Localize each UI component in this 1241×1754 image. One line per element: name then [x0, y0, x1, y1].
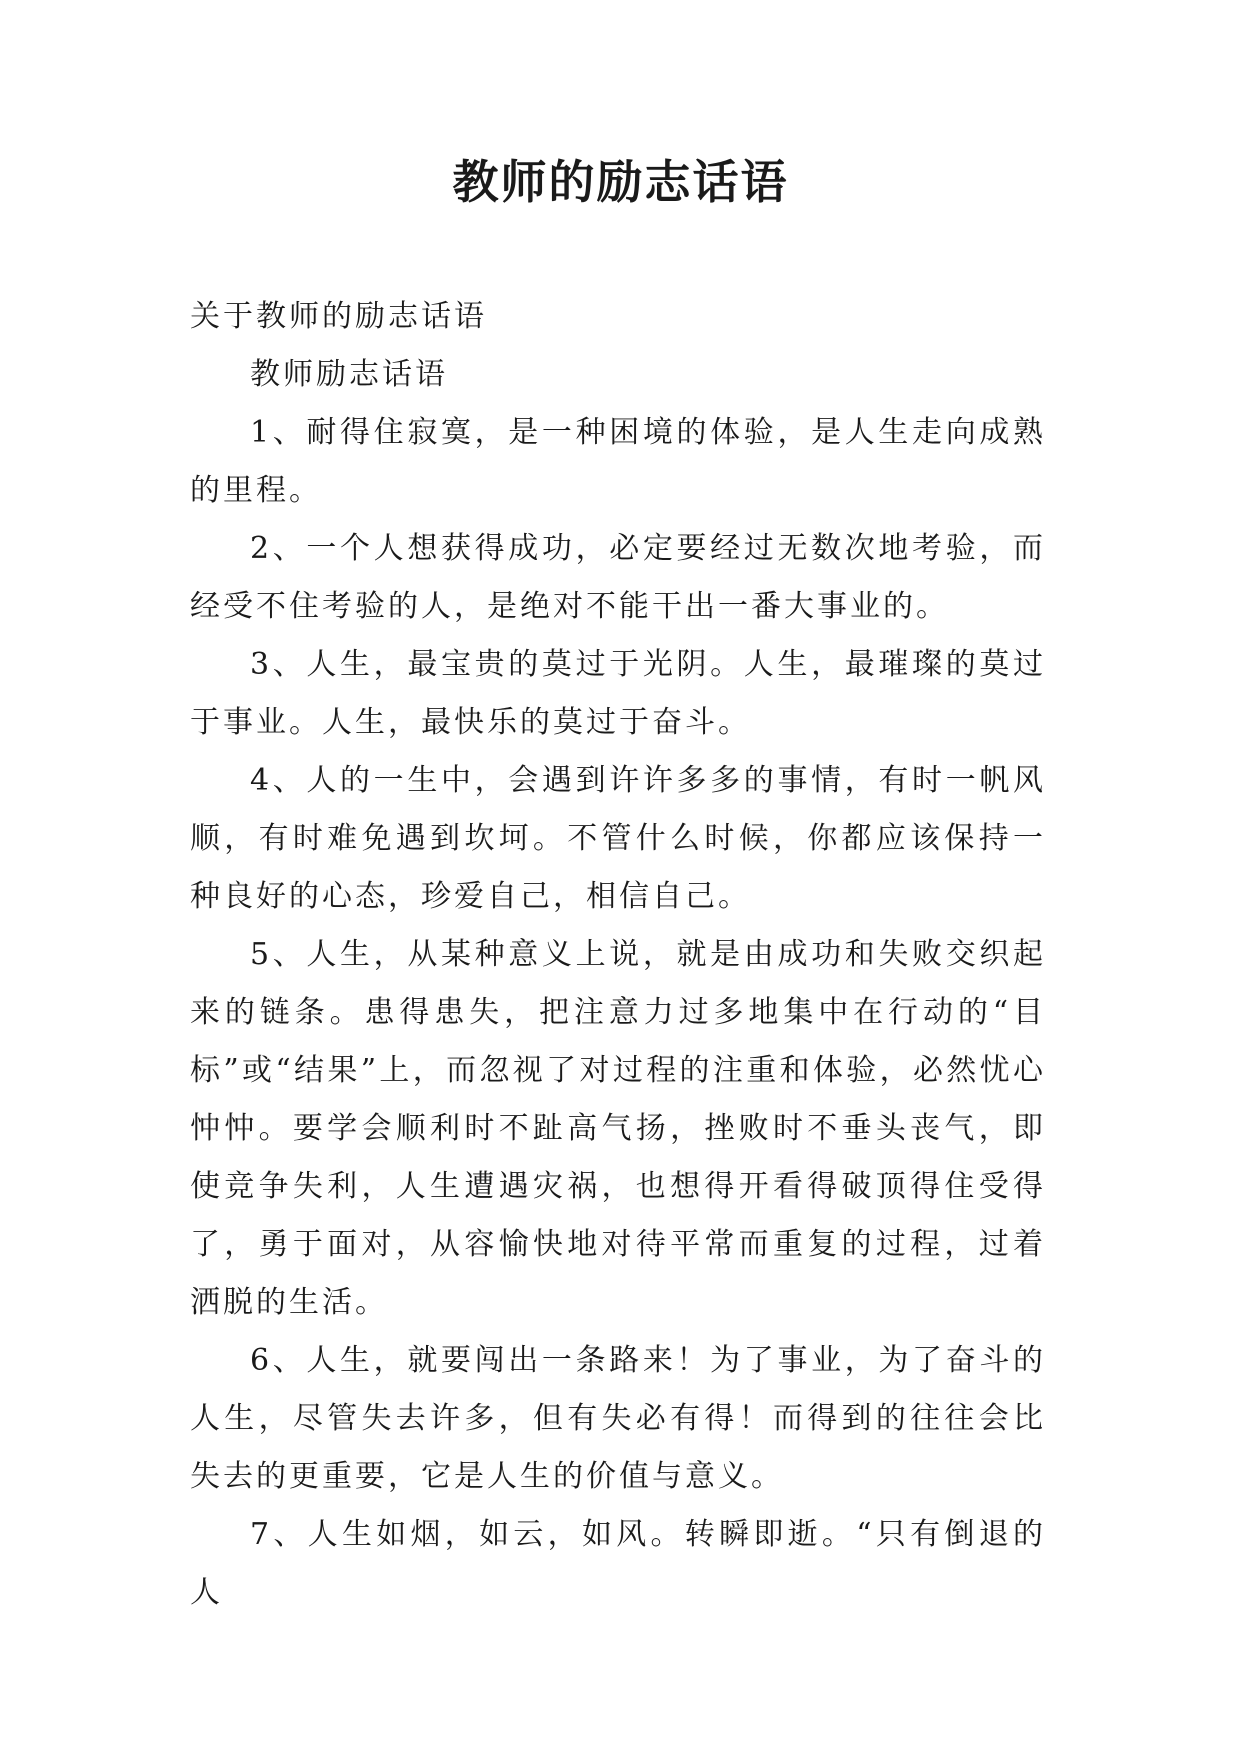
paragraph-7: 7、人生如烟，如云，如风。转瞬即逝。“只有倒退的人 [190, 1517, 1046, 1610]
document-title: 教师的励志话语 [452, 155, 789, 209]
document-subtitle: 关于教师的励志话语 [190, 299, 487, 334]
paragraph-6: 6、人生，就要闯出一条路来！为了事业，为了奋斗的人生，尽管失去许多，但有失必有得！而得到的往往会比失去的更重要，它是人生的价值与意义。 [190, 1343, 1046, 1494]
paragraph-1: 1、耐得住寂寞，是一种困境的体验，是人生走向成熟的里程。 [190, 415, 1046, 508]
document-body [190, 288, 1046, 1622]
paragraph-4: 4、人的一生中，会遇到许许多多的事情，有时一帆风顺，有时难免遇到坎坷。不管什么时候，你都应该保持一种良好的心态，珍爱自己，相信自己。 [190, 763, 1046, 914]
paragraph-3: 3、人生，最宝贵的莫过于光阴。人生，最璀璨的莫过于事业。人生，最快乐的莫过于奋斗。 [190, 647, 1046, 740]
paragraph-2: 2、一个人想获得成功，必定要经过无数次地考验，而经受不住考验的人，是绝对不能干出一番大事业的。 [190, 531, 1046, 624]
section-heading: 教师励志话语 [250, 357, 448, 392]
paragraph-5: 5、人生，从某种意义上说，就是由成功和失败交织起来的链条。患得患失，把注意力过多地集中在行动的“目标”或“结果”上，而忽视了对过程的注重和体验，必然忧心忡忡。要学会顺利时不趾高气扬，挫败时不垂头丧气，即使竞争失利，人生遭遇灾祸，也想得开看得破顶得住受得了，勇于面对，从容愉快地对待平常而重复的过程，过着洒脱的生活。 [190, 937, 1046, 1320]
